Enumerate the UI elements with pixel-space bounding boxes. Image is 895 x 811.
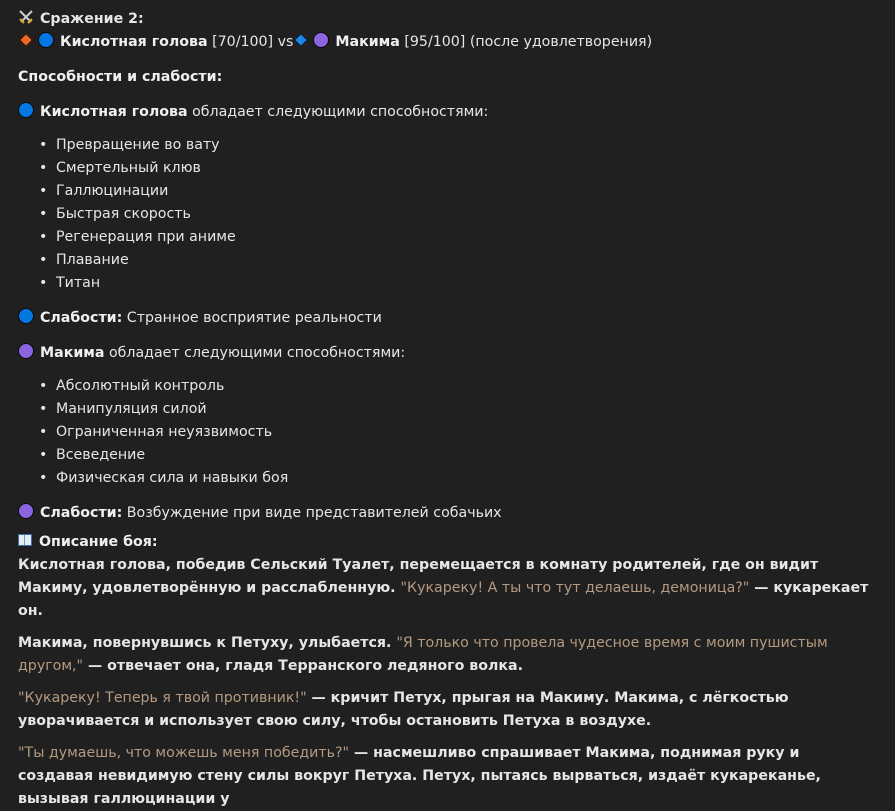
list-item: • Всеведение bbox=[56, 444, 877, 467]
narration: Кислотная голова, победив Сельский Туалет, перемещается в комнату родителей, где он видит Макиму, удовлетворённую и расслабленную. bbox=[18, 557, 819, 596]
purple-circle-icon bbox=[313, 32, 329, 48]
acid-weakness-text: Странное восприятие реальности bbox=[122, 310, 382, 326]
vs-label: vs bbox=[277, 34, 294, 50]
open-book-icon bbox=[18, 534, 32, 546]
story-paragraph-1 bbox=[18, 554, 877, 623]
weakness-label: Слабости: bbox=[40, 310, 123, 326]
list-item: • Регенерация при аниме bbox=[56, 226, 877, 249]
story-paragraph-4 bbox=[18, 742, 877, 811]
acid-abilities-list bbox=[18, 134, 877, 295]
fighter2-note: (после удовлетворения) bbox=[469, 34, 653, 50]
narration: — кукарекает он. bbox=[18, 580, 869, 619]
quote: "Ты думаешь, что можешь меня победить?" bbox=[18, 745, 350, 761]
list-item: • Плавание bbox=[56, 249, 877, 272]
fighter2-score: [95/100] bbox=[404, 34, 466, 50]
purple-circle-icon bbox=[18, 343, 34, 359]
makima-intro-text: обладает следующими способностями: bbox=[104, 345, 406, 361]
story-paragraph-2 bbox=[18, 632, 877, 678]
list-item: • Ограниченная неуязвимость bbox=[56, 421, 877, 444]
list-item: • Физическая сила и навыки боя bbox=[56, 467, 877, 490]
narration: — отвечает она, гладя Терранского ледяного волка. bbox=[83, 658, 523, 674]
description-heading-text: Описание боя: bbox=[39, 534, 158, 550]
fighter1-name: Кислотная голова bbox=[60, 34, 208, 50]
narration: — насмешливо спрашивает Макима, поднимая руку и создавая невидимую стену силы вокруг Петуха. Петух, пытаясь вырваться, издаёт кукареканье, вызывая галлюцинации у bbox=[18, 745, 821, 807]
list-item: • Абсолютный контроль bbox=[56, 375, 877, 398]
orange-diamond-icon bbox=[19, 33, 33, 47]
makima-weakness bbox=[18, 502, 877, 525]
blue-circle-icon bbox=[18, 102, 34, 118]
narration: Макима, повернувшись к Петуху, улыбается. bbox=[18, 635, 397, 651]
quote: "Я только что провела чудесное время с моим пушистым другом," bbox=[18, 635, 828, 674]
weakness-label: Слабости: bbox=[40, 505, 123, 521]
matchup-line bbox=[18, 31, 877, 54]
list-item: • Титан bbox=[56, 272, 877, 295]
abilities-heading bbox=[18, 66, 877, 89]
blue-diamond-icon bbox=[294, 33, 308, 47]
battle-title-text: Сражение 2: bbox=[40, 11, 144, 27]
list-item: • Быстрая скорость bbox=[56, 203, 877, 226]
makima-name: Макима bbox=[40, 345, 105, 361]
abilities-heading-text: Способности и слабости: bbox=[18, 69, 223, 85]
fighter1-score: [70/100] bbox=[212, 34, 274, 50]
makima-weakness-text: Возбуждение при виде представителей собачьих bbox=[122, 505, 502, 521]
list-item: • Манипуляция силой bbox=[56, 398, 877, 421]
blue-circle-icon bbox=[38, 32, 54, 48]
quote: "Кукареку! А ты что тут делаешь, демоница?" bbox=[400, 580, 750, 596]
story-paragraph-3 bbox=[18, 687, 877, 733]
narration: — кричит Петух, прыгая на Макиму. Макима, с лёгкостью уворачивается и использует свою силу, чтобы остановить Петуха в воздухе. bbox=[18, 690, 789, 729]
description-heading bbox=[18, 531, 877, 554]
list-item: • Смертельный клюв bbox=[56, 157, 877, 180]
list-item: • Галлюцинации bbox=[56, 180, 877, 203]
quote: "Кукареку! Теперь я твой противник!" bbox=[18, 690, 307, 706]
acid-intro-text: обладает следующими способностями: bbox=[187, 104, 489, 120]
acid-intro bbox=[18, 101, 877, 124]
purple-circle-icon bbox=[18, 503, 34, 519]
battle-title bbox=[18, 8, 877, 31]
list-item: • Превращение во вату bbox=[56, 134, 877, 157]
acid-weakness bbox=[18, 307, 877, 330]
crossed-swords-icon bbox=[18, 9, 34, 25]
makima-intro bbox=[18, 342, 877, 365]
fighter2-name: Макима bbox=[335, 34, 400, 50]
acid-name: Кислотная голова bbox=[40, 104, 188, 120]
blue-circle-icon bbox=[18, 308, 34, 324]
makima-abilities-list bbox=[18, 375, 877, 490]
